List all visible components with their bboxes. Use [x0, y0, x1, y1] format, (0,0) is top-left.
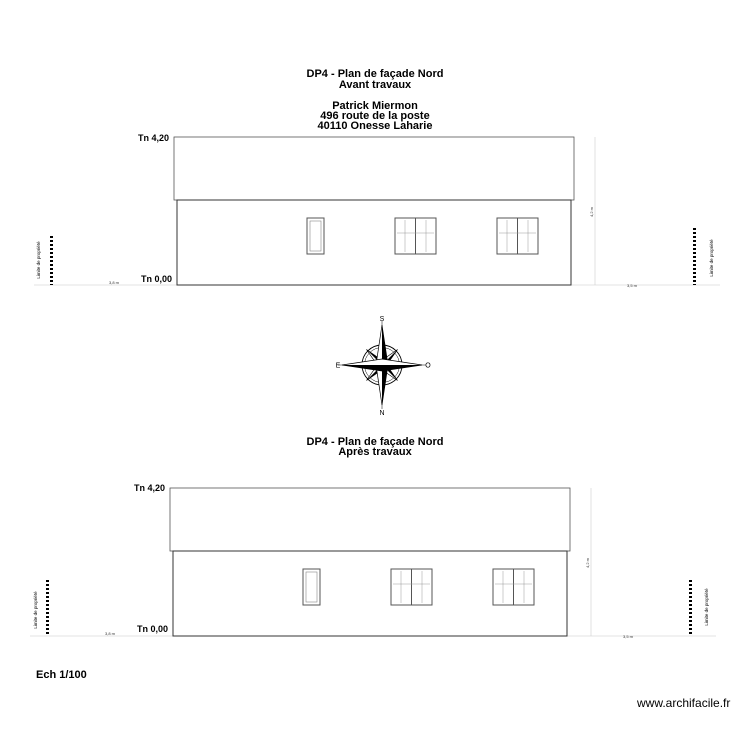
- left-distance-label: 3,8 m: [108, 280, 120, 285]
- compass-south-label: S: [379, 316, 385, 323]
- right-distance-label: 3,5 m: [622, 634, 634, 639]
- property-limit-left: [50, 235, 53, 285]
- property-limit-left-label: Limite de propriété: [36, 241, 41, 279]
- property-limit-left-label: Limite de propriété: [33, 591, 38, 629]
- small-window: [303, 569, 320, 605]
- level-ground-label-after: Tn 0,00: [137, 624, 169, 634]
- property-limit-right: [693, 228, 696, 285]
- facade-title-before: DP4 - Plan de façade Nord: [306, 68, 444, 80]
- address-line2: 40110 Onesse Laharie: [317, 120, 433, 132]
- level-top-label-after: Tn 4,20: [134, 483, 166, 493]
- property-limit-right-label: Limite de propriété: [704, 588, 709, 626]
- level-top-label-before: Tn 4,20: [138, 133, 170, 143]
- compass-west-label: O: [425, 362, 431, 370]
- double-window-2: [497, 218, 538, 254]
- address-line1: 496 route de la poste: [320, 110, 430, 122]
- compass-rose: [336, 316, 432, 417]
- property-limit-right-label: Limite de propriété: [709, 239, 714, 277]
- double-window-1: [391, 569, 432, 605]
- property-limit-left: [46, 580, 49, 636]
- property-limit-right: [689, 578, 692, 636]
- compass-north-label: N: [379, 410, 385, 417]
- elevation-after: [30, 488, 716, 639]
- before-works-label: Avant travaux: [338, 79, 412, 91]
- scale-label: Ech 1/100: [36, 669, 87, 681]
- roof: [174, 137, 574, 200]
- website-watermark[interactable]: www.archifacile.fr: [637, 696, 731, 710]
- owner-name: Patrick Miermon: [332, 100, 418, 112]
- compass-east-label: E: [335, 362, 341, 370]
- height-dimension-label: 4,2 m: [585, 557, 590, 569]
- level-ground-label-before: Tn 0,00: [141, 274, 173, 284]
- facade-title-after: DP4 - Plan de façade Nord: [306, 436, 444, 448]
- double-window-2: [493, 569, 534, 605]
- small-window: [307, 218, 324, 254]
- right-distance-label: 3,5 m: [626, 283, 638, 288]
- roof: [170, 488, 570, 551]
- left-distance-label: 3,8 m: [104, 631, 116, 636]
- elevation-before: [34, 137, 720, 288]
- double-window-1: [395, 218, 436, 254]
- after-works-label: Après travaux: [338, 446, 412, 458]
- height-dimension-label: 4,2 m: [589, 206, 594, 218]
